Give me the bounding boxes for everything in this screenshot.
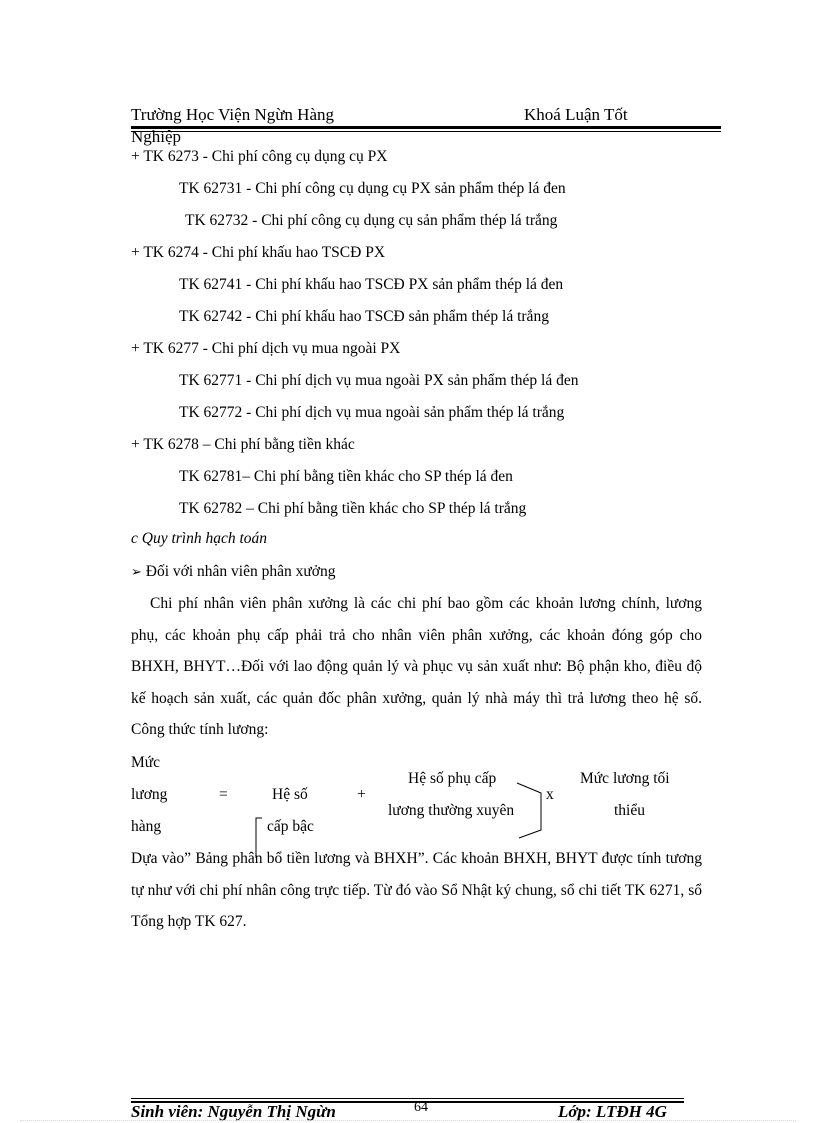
footer-student: Sinh viên: Nguyễn Thị Ngừn xyxy=(131,1102,336,1121)
account-line: + TK 6274 - Chi phí khấu hao TSCĐ PX xyxy=(131,244,386,261)
sub-account-line: TK 62741 - Chi phí khấu hao TSCĐ PX sản phẩm thép lá đen xyxy=(179,276,564,293)
sub-account-line: TK 62782 – Chi phí bằng tiền khác cho SP thép lá trắng xyxy=(179,500,527,517)
header-school: Trường Học Viện Ngừn Hàng xyxy=(131,105,335,124)
header-thesis: Khoá Luận Tốt xyxy=(524,105,628,124)
header-thesis-wrap: Nghiệp xyxy=(131,127,182,146)
formula-equals: = xyxy=(219,786,228,803)
footer-rule-thin xyxy=(131,1098,684,1099)
page-number: 64 xyxy=(414,1100,428,1115)
sub-account-line: TK 62731 - Chi phí công cụ dụng cụ PX sản phẩm thép lá đen xyxy=(179,180,566,197)
sub-account-line: TK 62732 - Chi phí công cụ dụng cụ sản phẩm thép lá trắng xyxy=(185,212,558,229)
formula-min-2: thiểu xyxy=(614,802,645,819)
account-line: + TK 6277 - Chi phí dịch vụ mua ngoài PX xyxy=(131,340,401,357)
account-line: + TK 6273 - Chi phí công cụ dụng cụ PX xyxy=(131,148,388,165)
formula-lhs-2: lương xyxy=(131,786,168,803)
formula-coef-1: Hệ số xyxy=(272,786,308,803)
formula-lhs-3: hàng xyxy=(131,818,162,835)
page-edge-dotted-line xyxy=(20,1120,796,1121)
footer-class: Lớp: LTĐH 4G xyxy=(558,1102,667,1121)
formula-allow-1: Hệ số phụ cấp xyxy=(408,770,497,787)
formula-allow-2: lương thường xuyên xyxy=(388,802,515,819)
paragraph-allocation-text: Dựa vào” Bảng phân bổ tiền lương và BHXH”. Các khoản BHXH, BHYT được tính tương tự như với chi phí nhân công trực tiếp. Từ đó vào Sổ Nhật ký chung, sổ chi tiết TK 6271, sổ Tổng hợp TK 627. xyxy=(131,850,702,930)
formula-lhs-1: Mức xyxy=(131,754,161,771)
account-line: + TK 6278 – Chi phí bằng tiền khác xyxy=(131,436,355,453)
formula-times: x xyxy=(546,786,554,803)
formula-min-1: Mức lương tối xyxy=(580,770,670,787)
paragraph-salary-text: Chi phí nhân viên phân xưởng là các chi phí bao gồm các khoản lương chính, lương phụ, các khoản phụ cấp phải trả cho nhân viên phân xưởng, các khoản đóng góp cho BHXH, BHYT…Đối với lao động quản lý và phục vụ sản xuất như: Bộ phận kho, điều độ kế hoạch sản xuất, các quản đốc phân xưởng, quản lý nhà máy thì trả lương theo hệ số. Công thức tính lương: xyxy=(131,595,702,738)
section-title: c Quy trình hạch toán xyxy=(131,530,268,547)
sub-account-line: TK 62742 - Chi phí khấu hao TSCĐ sản phẩm thép lá trắng xyxy=(179,308,549,325)
bullet-text: Đối với nhân viên phân xưởng xyxy=(145,563,336,580)
formula-coef-2: cấp bậc xyxy=(267,818,314,835)
allow-bracket-line xyxy=(517,783,541,838)
paragraph-allocation xyxy=(131,843,702,938)
sub-account-line: TK 62781– Chi phí bằng tiền khác cho SP thép lá đen xyxy=(179,468,513,485)
arrow-bullet-icon: ➢ xyxy=(131,565,142,580)
sub-account-line: TK 62771 - Chi phí dịch vụ mua ngoài PX sản phẩm thép lá đen xyxy=(179,372,579,389)
sub-account-line: TK 62772 - Chi phí dịch vụ mua ngoài sản phẩm thép lá trắng xyxy=(179,404,565,421)
formula-plus: + xyxy=(357,786,366,803)
